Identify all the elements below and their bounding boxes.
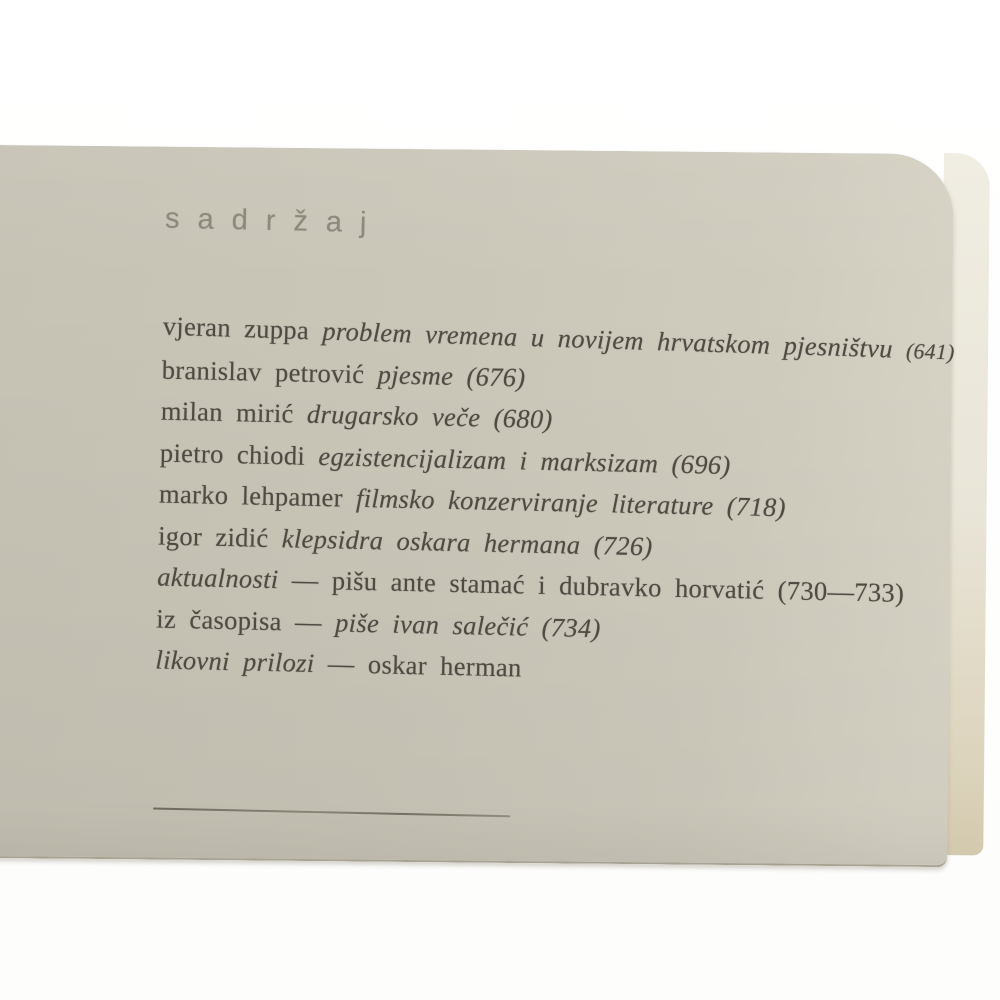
toc-entry-pages: (676) <box>466 360 526 393</box>
toc-entry-work: drugarsko veče <box>306 398 481 433</box>
toc-entry-work: filmsko konzerviranje literature <box>355 482 714 521</box>
toc-entry-pages: (718) <box>726 490 787 523</box>
toc-entry-pages: (734) <box>541 611 602 643</box>
toc-entry-work: problem vremena u novijem hrvatskom pjesništvu <box>321 315 894 364</box>
table-of-contents <box>152 203 985 827</box>
toc-entry-pages: (726) <box>593 529 653 561</box>
toc-entry-work: pjesme <box>377 358 454 391</box>
toc-entry-contributors: piše ivan salečić <box>334 606 529 642</box>
toc-entry-work: klepsidra oskara hermana <box>281 522 581 560</box>
page-title: sadržaj <box>164 202 385 240</box>
toc-entry-pages: (696) <box>671 448 731 480</box>
toc-entry-author: marko lehpamer <box>158 478 344 513</box>
toc-entry-section: aktualnosti <box>156 561 279 595</box>
toc-entry-section: iz časopisa — <box>156 603 323 637</box>
toc-entry-author: vjeran zuppa <box>162 310 310 346</box>
toc-entry-author: igor zidić <box>157 520 269 553</box>
book-page <box>0 145 954 867</box>
toc-list <box>155 306 983 699</box>
toc-entry-contributors: — oskar herman <box>327 648 522 683</box>
toc-entry-author: milan mirić <box>160 395 294 429</box>
toc-entry-author: branislav petrović <box>161 354 365 389</box>
toc-entry-work: egzistencijalizam i marksizam <box>318 440 659 478</box>
toc-entry-section: likovni prilozi <box>155 644 315 678</box>
toc-entry-author: pietro chiodi <box>159 437 306 471</box>
toc-entry-pages: (680) <box>493 402 553 435</box>
divider-line <box>153 807 510 817</box>
toc-entry-contributors: — pišu ante stamać i dubravko horvatić <box>291 564 765 605</box>
toc-entry-pages: (641) <box>905 338 956 365</box>
toc-entry-pages: (730—733) <box>777 575 905 608</box>
